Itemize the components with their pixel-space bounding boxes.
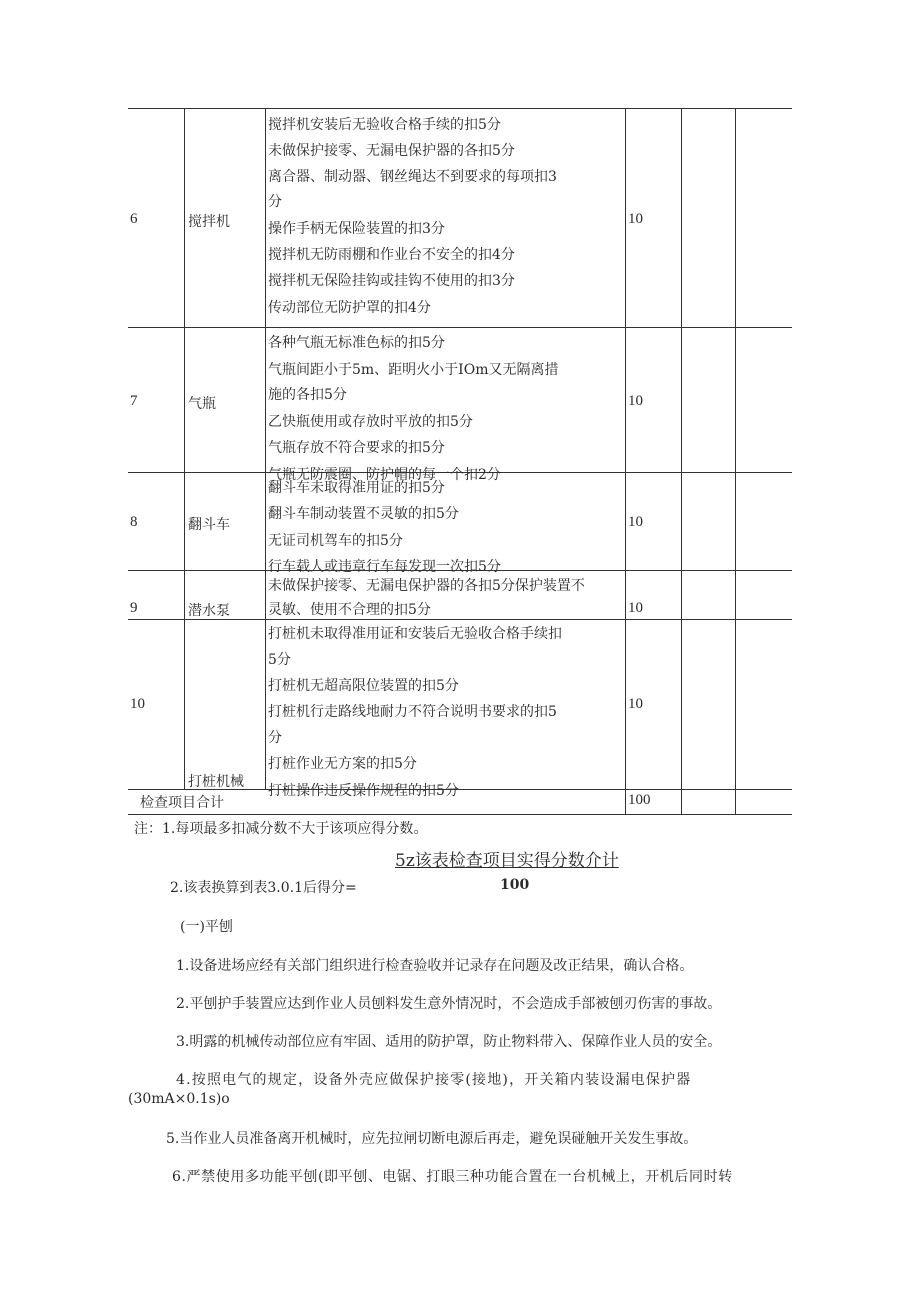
paragraph-4-cont: (30mA×0.1s)o <box>128 1091 230 1107</box>
criteria-line: 未做保护接零、无漏电保护器的各扣5分保护装置不 <box>268 578 585 594</box>
criteria-line: 翻斗车未取得准用证的扣5分 <box>268 480 445 496</box>
row-number: 8 <box>130 514 138 530</box>
row-number: 6 <box>130 211 138 227</box>
col-divider-score <box>625 108 626 814</box>
criteria-line: 打桩机未取得准用证和安装后无验收合格手续扣 <box>268 626 562 642</box>
row-criteria <box>268 571 624 619</box>
row-criteria <box>268 109 624 327</box>
col-divider-name <box>184 108 185 790</box>
paragraph-4: 4.按照电气的规定，设备外壳应做保护接零(接地)，开关箱内装设漏电保护器 <box>176 1072 692 1088</box>
row-score: 10 <box>628 393 643 409</box>
criteria-line: 传动部位无防护罩的扣4分 <box>268 300 431 316</box>
note-1: 注：1.每项最多扣减分数不大于该项应得分数。 <box>134 821 428 837</box>
row-item-name: 搅拌机 <box>188 214 230 230</box>
col-divider-deduct <box>681 108 682 814</box>
criteria-line: 打桩机无超高限位装置的扣5分 <box>268 678 459 694</box>
row-score: 10 <box>628 600 643 616</box>
criteria-line: 各种气瓶无标准色标的扣5分 <box>268 335 445 351</box>
criteria-line: 无证司机驾车的扣5分 <box>268 533 403 549</box>
criteria-line: 操作手柄无保险装置的扣3分 <box>268 221 445 237</box>
criteria-line: 搅拌机无保险挂钩或挂钩不使用的扣3分 <box>268 273 515 289</box>
row-item-name: 打桩机械 <box>188 774 244 790</box>
col-divider-items <box>265 108 266 790</box>
criteria-line: 气瓶无防震圈、防护帽的每一个扣2分 <box>268 467 501 483</box>
criteria-line: 施的各扣5分 <box>268 387 347 403</box>
row-item-name: 潜水泵 <box>188 603 230 619</box>
paragraph-3: 3.明露的机械传动部位应有牢固、适用的防护罩，防止物料带入、保障作业人员的安全。 <box>176 1034 722 1050</box>
criteria-line: 分 <box>268 194 282 210</box>
paragraph-5: 5.当作业人员准备离开机械时，应先拉闸切断电源后再走，避免误碰触开关发生事故。 <box>166 1131 698 1147</box>
row-number: 10 <box>130 696 145 712</box>
row-criteria <box>268 473 624 575</box>
criteria-line: 搅拌机安装后无验收合格手续的扣5分 <box>268 117 501 133</box>
row-score: 10 <box>628 514 643 530</box>
criteria-line: 离合器、制动器、钢丝绳达不到要求的每项扣3 <box>268 169 557 185</box>
criteria-line: 5分 <box>268 652 291 668</box>
row-item-name: 气瓶 <box>188 396 216 412</box>
criteria-line: 打桩机行走路线地耐力不符合说明书要求的扣5 <box>268 704 557 720</box>
row-score: 10 <box>628 696 643 712</box>
total-score: 100 <box>628 792 651 808</box>
paragraph-2: 2.平刨护手装置应达到作业人员刨料发生意外情况时，不会造成手部被刨刃伤害的事故。 <box>176 996 722 1012</box>
row-criteria <box>268 328 624 483</box>
total-heading: 5z该表检查项目实得分数介计 <box>395 851 619 871</box>
criteria-line: 灵敏、使用不合理的扣5分 <box>268 602 431 618</box>
criteria-line: 乙快瓶使用或存放时平放的扣5分 <box>268 414 473 430</box>
criteria-line: 打桩操作违反操作规程的扣5分 <box>268 783 459 799</box>
criteria-line: 气瓶间距小于5m、距明火小于IOm又无隔离措 <box>268 362 559 378</box>
row-item-name: 翻斗车 <box>188 517 230 533</box>
row-number: 7 <box>130 393 138 409</box>
criteria-line: 翻斗车制动装置不灵敏的扣5分 <box>268 506 459 522</box>
paragraph-1: 1.设备进场应经有关部门组织进行检查验收并记录存在问题及改正结果，确认合格。 <box>176 958 694 974</box>
table-bottom-border <box>128 814 792 815</box>
criteria-line: 搅拌机无防雨棚和作业台不安全的扣4分 <box>268 247 515 263</box>
criteria-line: 打桩作业无方案的扣5分 <box>268 756 417 772</box>
row-number: 9 <box>130 600 138 616</box>
note-2-label: 2.该表换算到表3.0.1后得分= <box>170 880 357 896</box>
row-score: 10 <box>628 211 643 227</box>
criteria-line: 分 <box>268 730 282 746</box>
section-title: (一)平刨 <box>180 919 233 935</box>
criteria-line: 气瓶存放不符合要求的扣5分 <box>268 440 445 456</box>
col-divider-actual <box>735 108 736 814</box>
row-criteria <box>268 620 624 799</box>
total-label: 检查项目合计 <box>140 795 224 811</box>
note-2-value: 100 <box>500 877 530 893</box>
criteria-line: 未做保护接零、无漏电保护器的各扣5分 <box>268 143 515 159</box>
criteria-line: 行车载人或违章行车每发现一次扣5分 <box>268 559 501 575</box>
paragraph-6: 6.严禁使用多功能平刨(即平刨、电锯、打眼三种功能合置在一台机械上，开机后同时转 <box>172 1169 733 1185</box>
